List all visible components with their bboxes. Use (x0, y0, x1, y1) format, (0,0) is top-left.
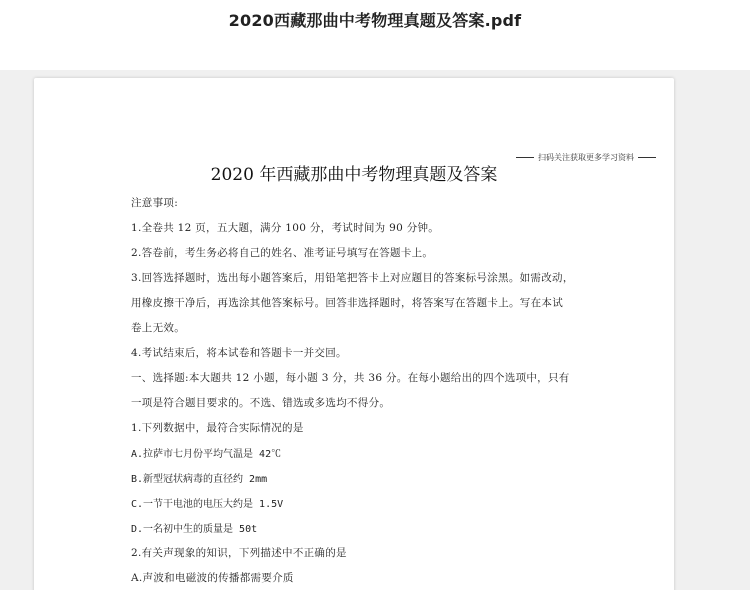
notice-item-4: 4.考试结束后，将本试卷和答题卡一并交回。 (131, 347, 347, 359)
document-canvas[interactable] (0, 70, 750, 590)
question-1-option-b: B.新型冠状病毒的直径约 2mm (131, 474, 268, 485)
question-1: 1.下列数据中，最符合实际情况的是 (131, 422, 304, 434)
promo-text: 扫码关注获取更多学习资料 (538, 153, 634, 162)
notice-heading: 注意事项: (131, 197, 179, 209)
question-2: 2.有关声现象的知识，下列描述中不正确的是 (131, 547, 347, 559)
question-1-option-d: D.一名初中生的质量是 50t (131, 524, 258, 535)
notice-item-3-line-1: 3.回答选择题时，选出每小题答案后，用铅笔把答卡上对应题目的答案标号涂黑。如需改动， (131, 272, 574, 284)
promo-left-dash (516, 157, 534, 158)
section-one-intro-line-1: 一、选择题:本大题共 12 小题，每小题 3 分，共 36 分。在每小题给出的四个选项中，只有 (131, 372, 570, 384)
notice-item-2: 2.答卷前，考生务必将自己的姓名、准考证号填写在答题卡上。 (131, 247, 434, 259)
exam-heading: 2020 年西藏那曲中考物理真题及答案 (210, 165, 498, 185)
question-2-option-a: A.声波和电磁波的传播都需要介质 (131, 572, 294, 584)
question-1-option-a: A.拉萨市七月份平均气温是 42℃ (131, 449, 282, 460)
pdf-page (34, 78, 674, 590)
section-one-intro-line-2: 一项是符合题目要求的。不选、错选或多选均不得分。 (131, 397, 391, 409)
notice-item-3-line-2: 用橡皮擦干净后，再选涂其他答案标号。回答非选择题时，将答案写在答题卡上。写在本试 (131, 297, 563, 309)
document-title: 2020西藏那曲中考物理真题及答案.pdf (228, 11, 522, 30)
question-1-option-c: C.一节干电池的电压大约是 1.5V (131, 499, 284, 510)
promo-right-dash (638, 157, 656, 158)
viewer-header (0, 0, 750, 70)
notice-item-3-line-3: 卷上无效。 (131, 322, 185, 334)
notice-item-1: 1.全卷共 12 页，五大题，满分 100 分，考试时间为 90 分钟。 (131, 222, 440, 234)
